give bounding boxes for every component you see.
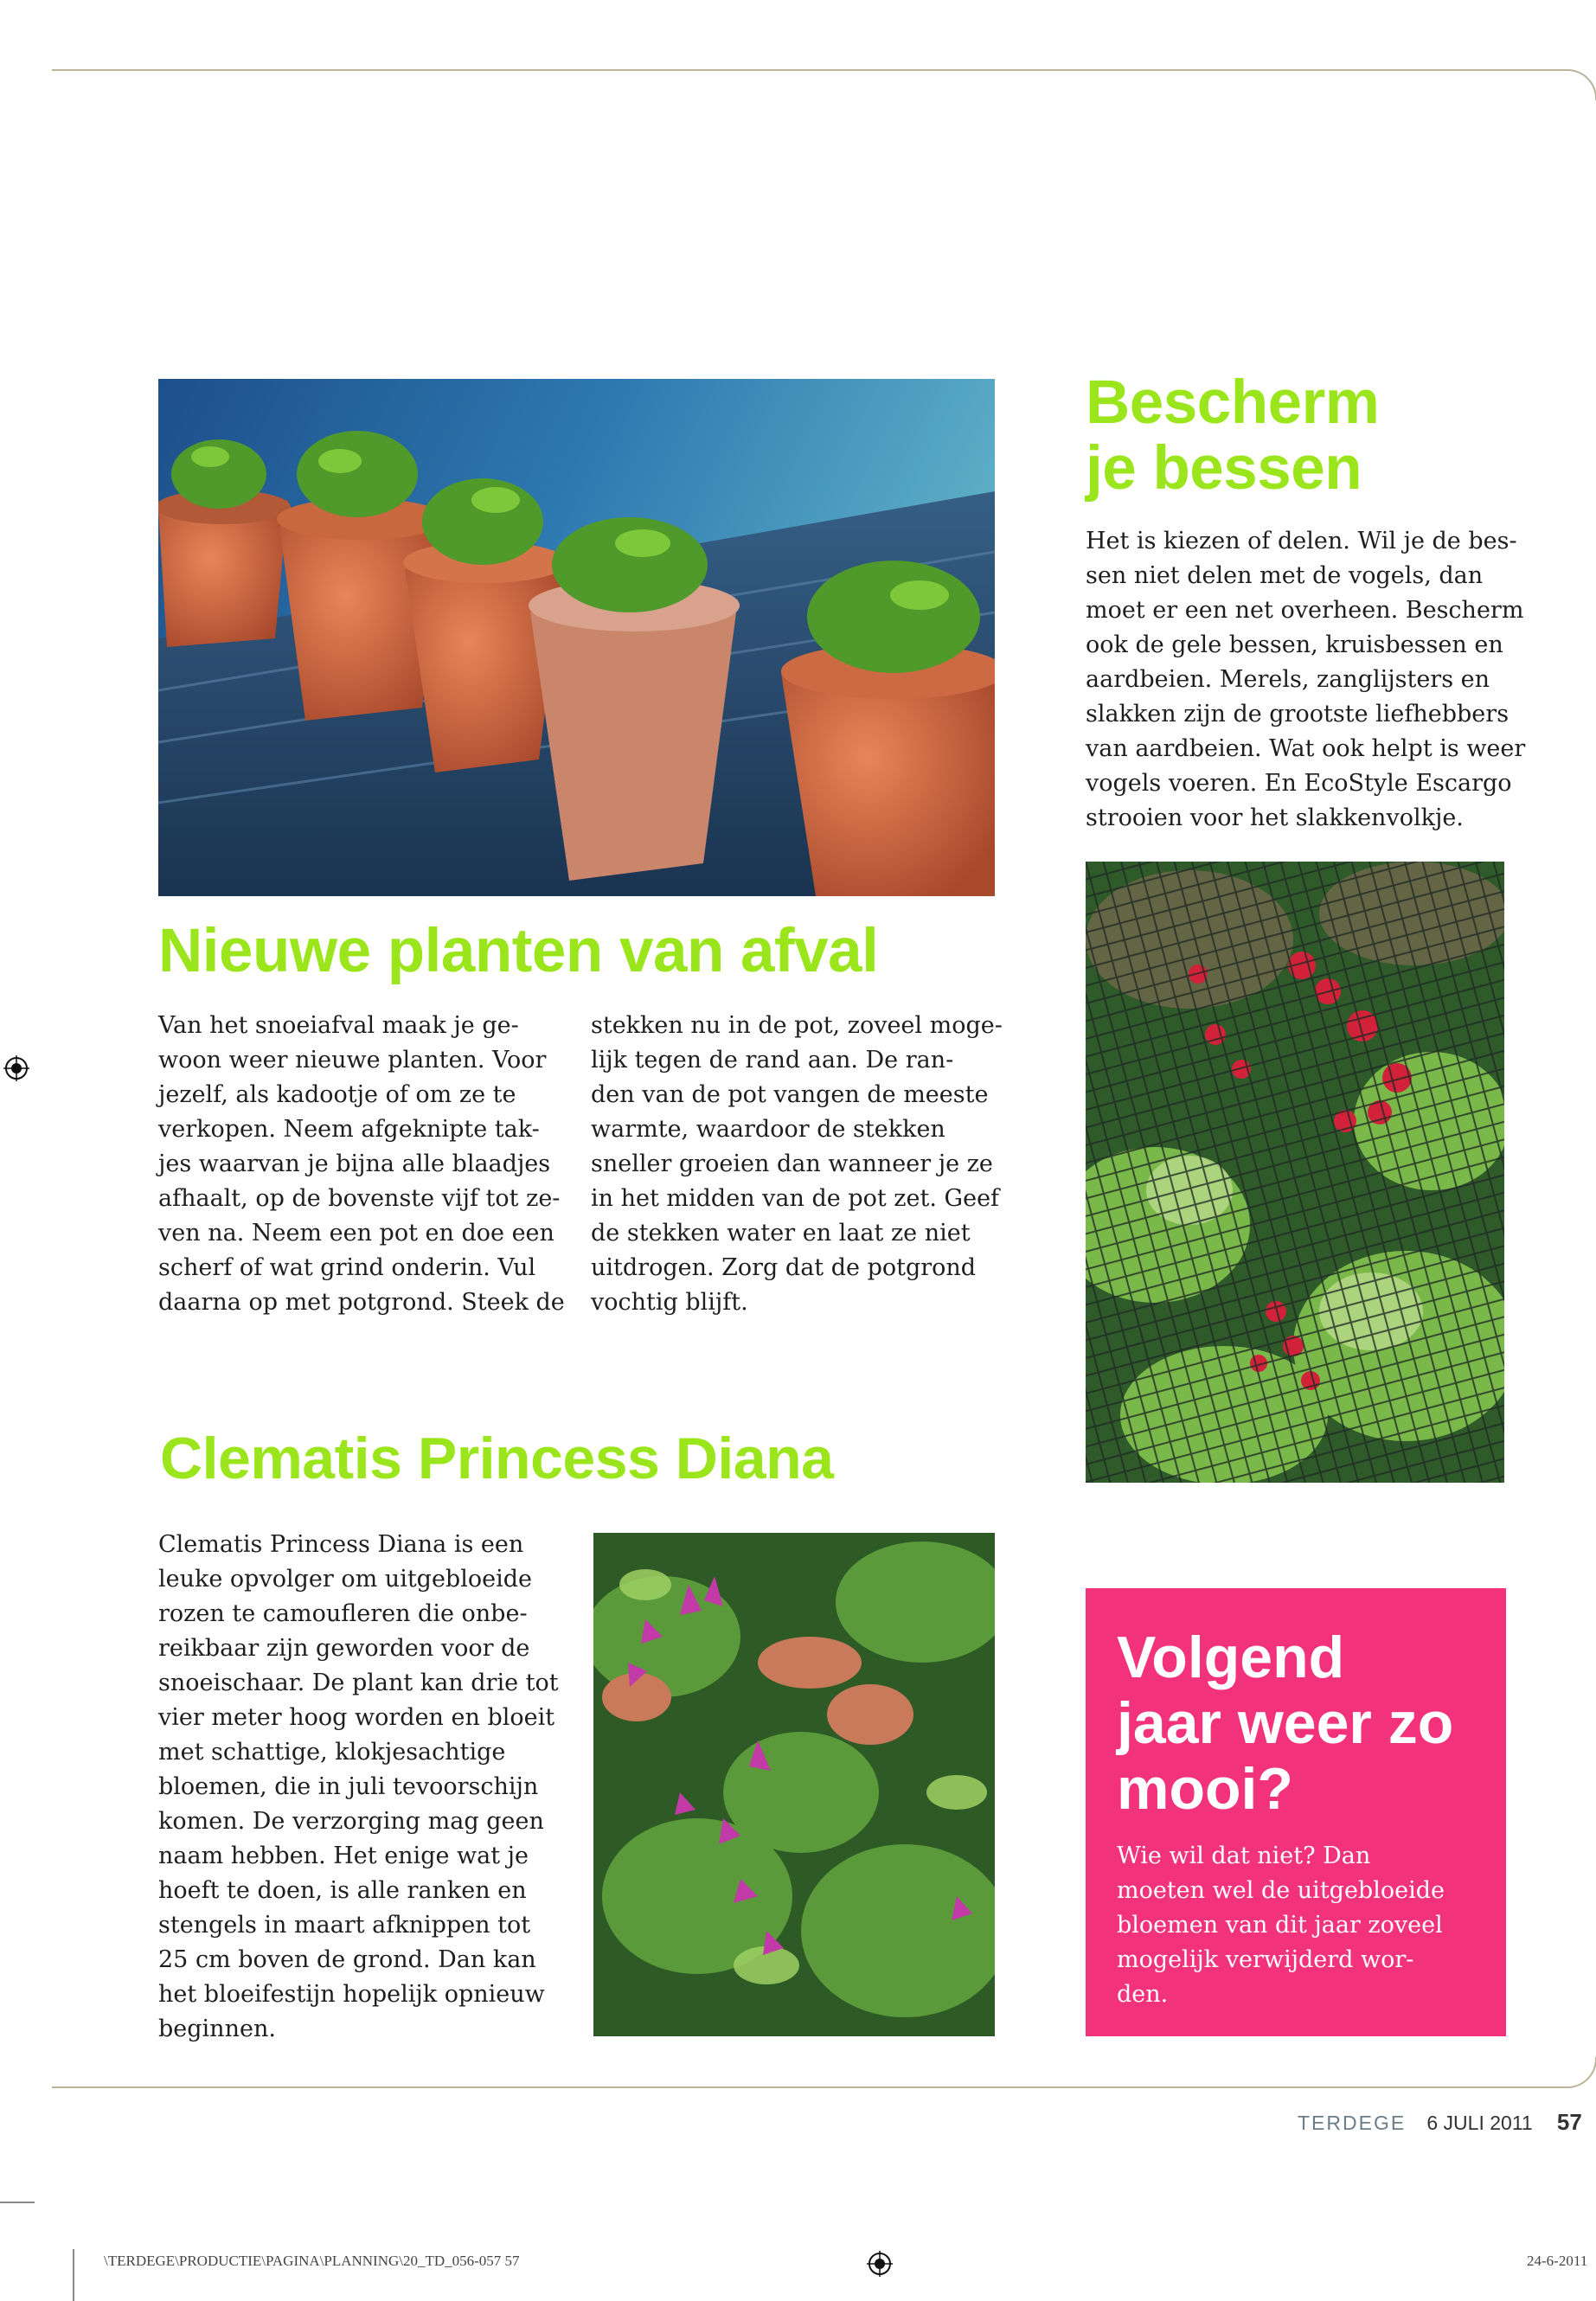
slug-date: 24-6-2011 (1527, 2253, 1588, 2269)
registration-mark-icon (3, 1055, 29, 1081)
footer-date: 6 JULI 2011 (1426, 2112, 1533, 2134)
slug-path: \TERDEGE\PRODUCTIE\PAGINA\PLANNING\20_TD_056-057 57 (104, 2253, 520, 2269)
left-crop-mark (0, 2202, 35, 2203)
clematis-heading: Clematis Princess Diana (160, 1426, 834, 1491)
volgend-box (1086, 1588, 1506, 2036)
bessen-text: Het is kiezen of delen. Wil je de bes- sen niet delen met de vogels, dan moet er een net overheen. Bescherm ook de gele bessen, kruisbessen en aardbeien. Merels, zanglijsters en slakken zijn de grootste liefhebbers van aardbeien. Wat ook helpt is weer vogels voeren. En EcoStyle Escargo strooien voor het slakkenvolkje. (1086, 528, 1526, 831)
footer (1298, 2109, 1596, 2140)
bottom-trim-line (52, 2086, 1566, 2088)
volgend-heading: Volgend jaar weer zo mooi? (1117, 1625, 1454, 1822)
bottom-right-corner-line (1566, 2057, 1596, 2088)
planten-text-col2: stekken nu in de pot, zoveel moge- lijk tegen de rand aan. De ran- den van de pot vangen de meeste warmte, waardoor de stekken sneller groeien dan wanneer je ze in het midden van de pot zet. Geef de stekken water en laat ze niet uitdrogen. Zorg dat de potgrond vochtig blijft. (591, 1012, 1003, 1316)
bessen-heading: Bescherm je bessen (1086, 369, 1380, 503)
footer-page-number: 57 (1556, 2109, 1582, 2135)
berries-net-photo (1086, 862, 1504, 1483)
volgend-text: Wie wil dat niet? Dan moeten wel de uitgebloeide bloemen van dit jaar zoveel mogelijk verwijderd wor- den. (1117, 1843, 1445, 2008)
planten-text-col1: Van het snoeiafval maak je ge- woon weer nieuwe planten. Voor jezelf, als kadootje of om ze te verkopen. Neem afgeknipte tak- jes waarvan je bijna alle blaadjes afhaalt, op de bovenste vijf tot ze- ven na. Neem een pot en doe een scherf of wat grind onderin. Vul daarna op met potgrond. Steek de (158, 1012, 565, 1316)
planten-heading: Nieuwe planten van afval (158, 917, 879, 985)
bottom-left-crop-mark (73, 2249, 74, 2301)
footer-magazine: TERDEGE (1298, 2112, 1407, 2134)
top-trim-line (52, 69, 1566, 71)
pots-photo (158, 379, 995, 896)
clematis-text: Clematis Princess Diana is een leuke opvolger om uitgebloeide rozen te camoufleren die onbe- reikbaar zijn geworden voor de snoeischaar. De plant kan drie tot vier meter hoog worden en bloeit met schattige, klokjesachtige bloemen, die in juli tevoorschijn komen. De verzorging mag geen naam hebben. Het enige wat je hoeft te doen, is alle ranken en stengels in maart afknippen tot 25 cm boven de grond. Dan kan het bloeifestijn hopelijk opnieuw beginnen. (158, 1531, 559, 2042)
registration-mark-icon (867, 2251, 893, 2277)
top-right-corner-line (1566, 69, 1596, 100)
clematis-photo (593, 1533, 995, 2036)
